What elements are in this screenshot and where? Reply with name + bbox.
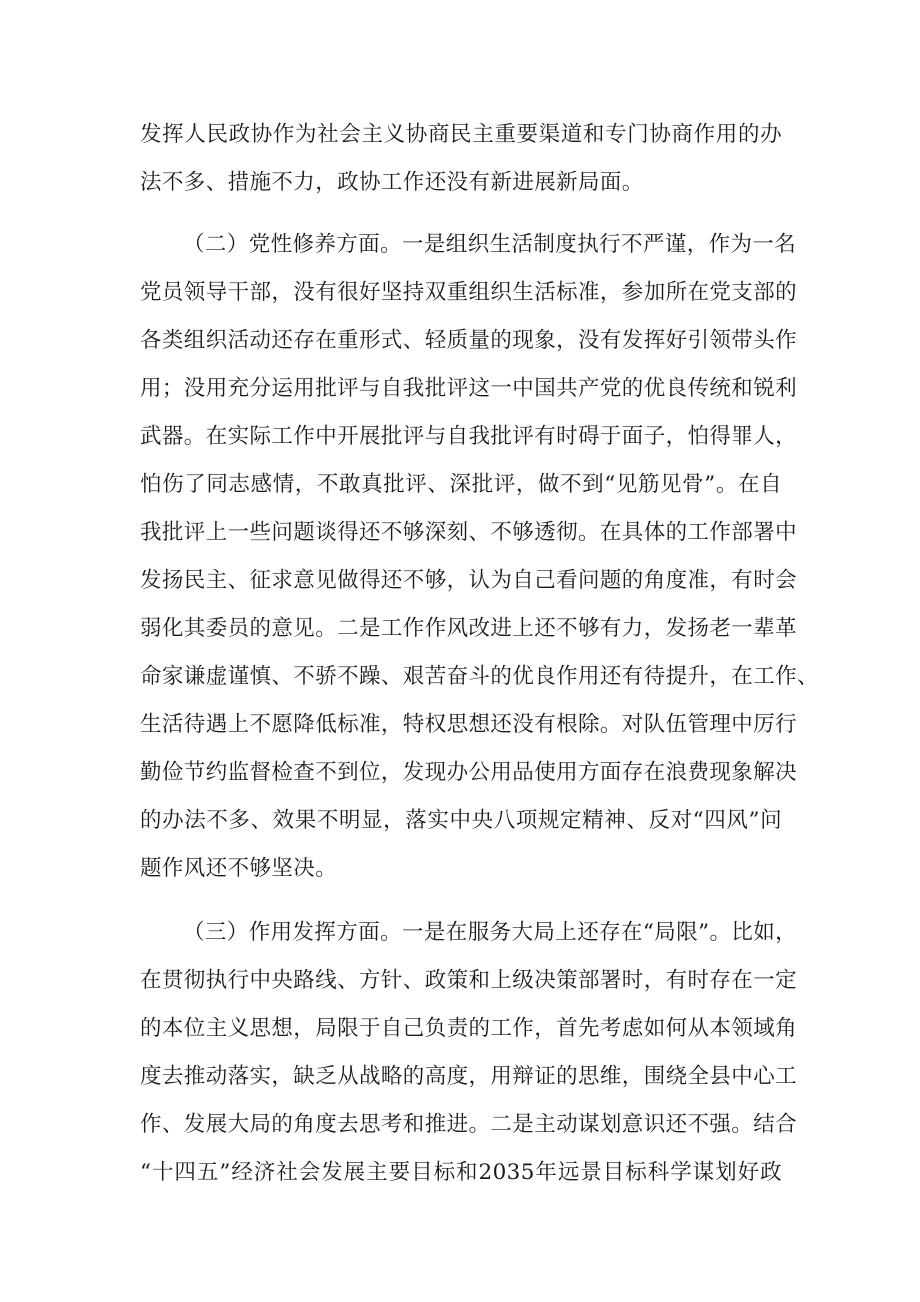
paragraph-line: “十四五”经济社会发展主要目标和2035年远景目标科学谋划好政 <box>140 1160 782 1185</box>
paragraph-line: （三）作用发挥方面。一是在服务大局上还存在“局限”。比如， <box>183 920 798 945</box>
paragraph-line: 发挥人民政协作为社会主义协商民主重要渠道和专门协商作用的办 <box>140 122 782 147</box>
paragraph-line: 怕伤了同志感情，不敢真批评、深批评，做不到“见筋见骨”。在自 <box>140 472 782 497</box>
paragraph-line: （二）党性修养方面。一是组织生活制度执行不严谨，作为一名 <box>183 232 797 257</box>
paragraph-line: 作、发展大局的角度去思考和推进。二是主动谋划意识还不强。结合 <box>140 1112 798 1137</box>
paragraph-line: 我批评上一些问题谈得还不够深刻、不够透彻。在具体的工作部署中 <box>140 520 798 545</box>
paragraph-line: 武器。在实际工作中开展批评与自我批评有时碍于面子，怕得罪人， <box>140 424 798 449</box>
paragraph-line: 用；没用充分运用批评与自我批评这一中国共产党的优良传统和锐利 <box>140 376 798 401</box>
paragraph-line: 党员领导干部，没有很好坚持双重组织生活标准，参加所在党支部的 <box>140 280 798 305</box>
paragraph-line: 题作风还不够坚决。 <box>140 856 338 881</box>
paragraph-line: 各类组织活动还存在重形式、轻质量的现象，没有发挥好引领带头作 <box>140 328 798 353</box>
paragraph-line: 的本位主义思想，局限于自己负责的工作，首先考虑如何从本领域角 <box>140 1016 798 1041</box>
paragraph-2 <box>140 221 819 893</box>
paragraph-line: 生活待遇上不愿降低标准，特权思想还没有根除。对队伍管理中厉行 <box>140 712 798 737</box>
paragraph-line: 命家谦虚谨慎、不骄不躁、艰苦奋斗的优良作用还有待提升，在工作、 <box>140 664 819 689</box>
paragraph-3 <box>140 909 798 1197</box>
paragraph-1 <box>140 111 782 207</box>
paragraph-line: 发扬民主、征求意见做得还不够，认为自己看问题的角度准，有时会 <box>140 568 798 593</box>
paragraph-line: 法不多、措施不力，政协工作还没有新进展新局面。 <box>140 170 644 195</box>
paragraph-line: 勤俭节约监督检查不到位，发现办公用品使用方面存在浪费现象解决 <box>140 760 798 785</box>
paragraph-line: 在贯彻执行中央路线、方针、政策和上级决策部署时，有时存在一定 <box>140 968 798 993</box>
paragraph-line: 度去推动落实，缺乏从战略的高度，用辩证的思维，围绕全县中心工 <box>140 1064 798 1089</box>
paragraph-line: 弱化其委员的意见。二是工作作风改进上还不够有力，发扬老一辈革 <box>140 616 798 641</box>
paragraph-line: 的办法不多、效果不明显，落实中央八项规定精神、反对“四风”问 <box>140 808 782 833</box>
